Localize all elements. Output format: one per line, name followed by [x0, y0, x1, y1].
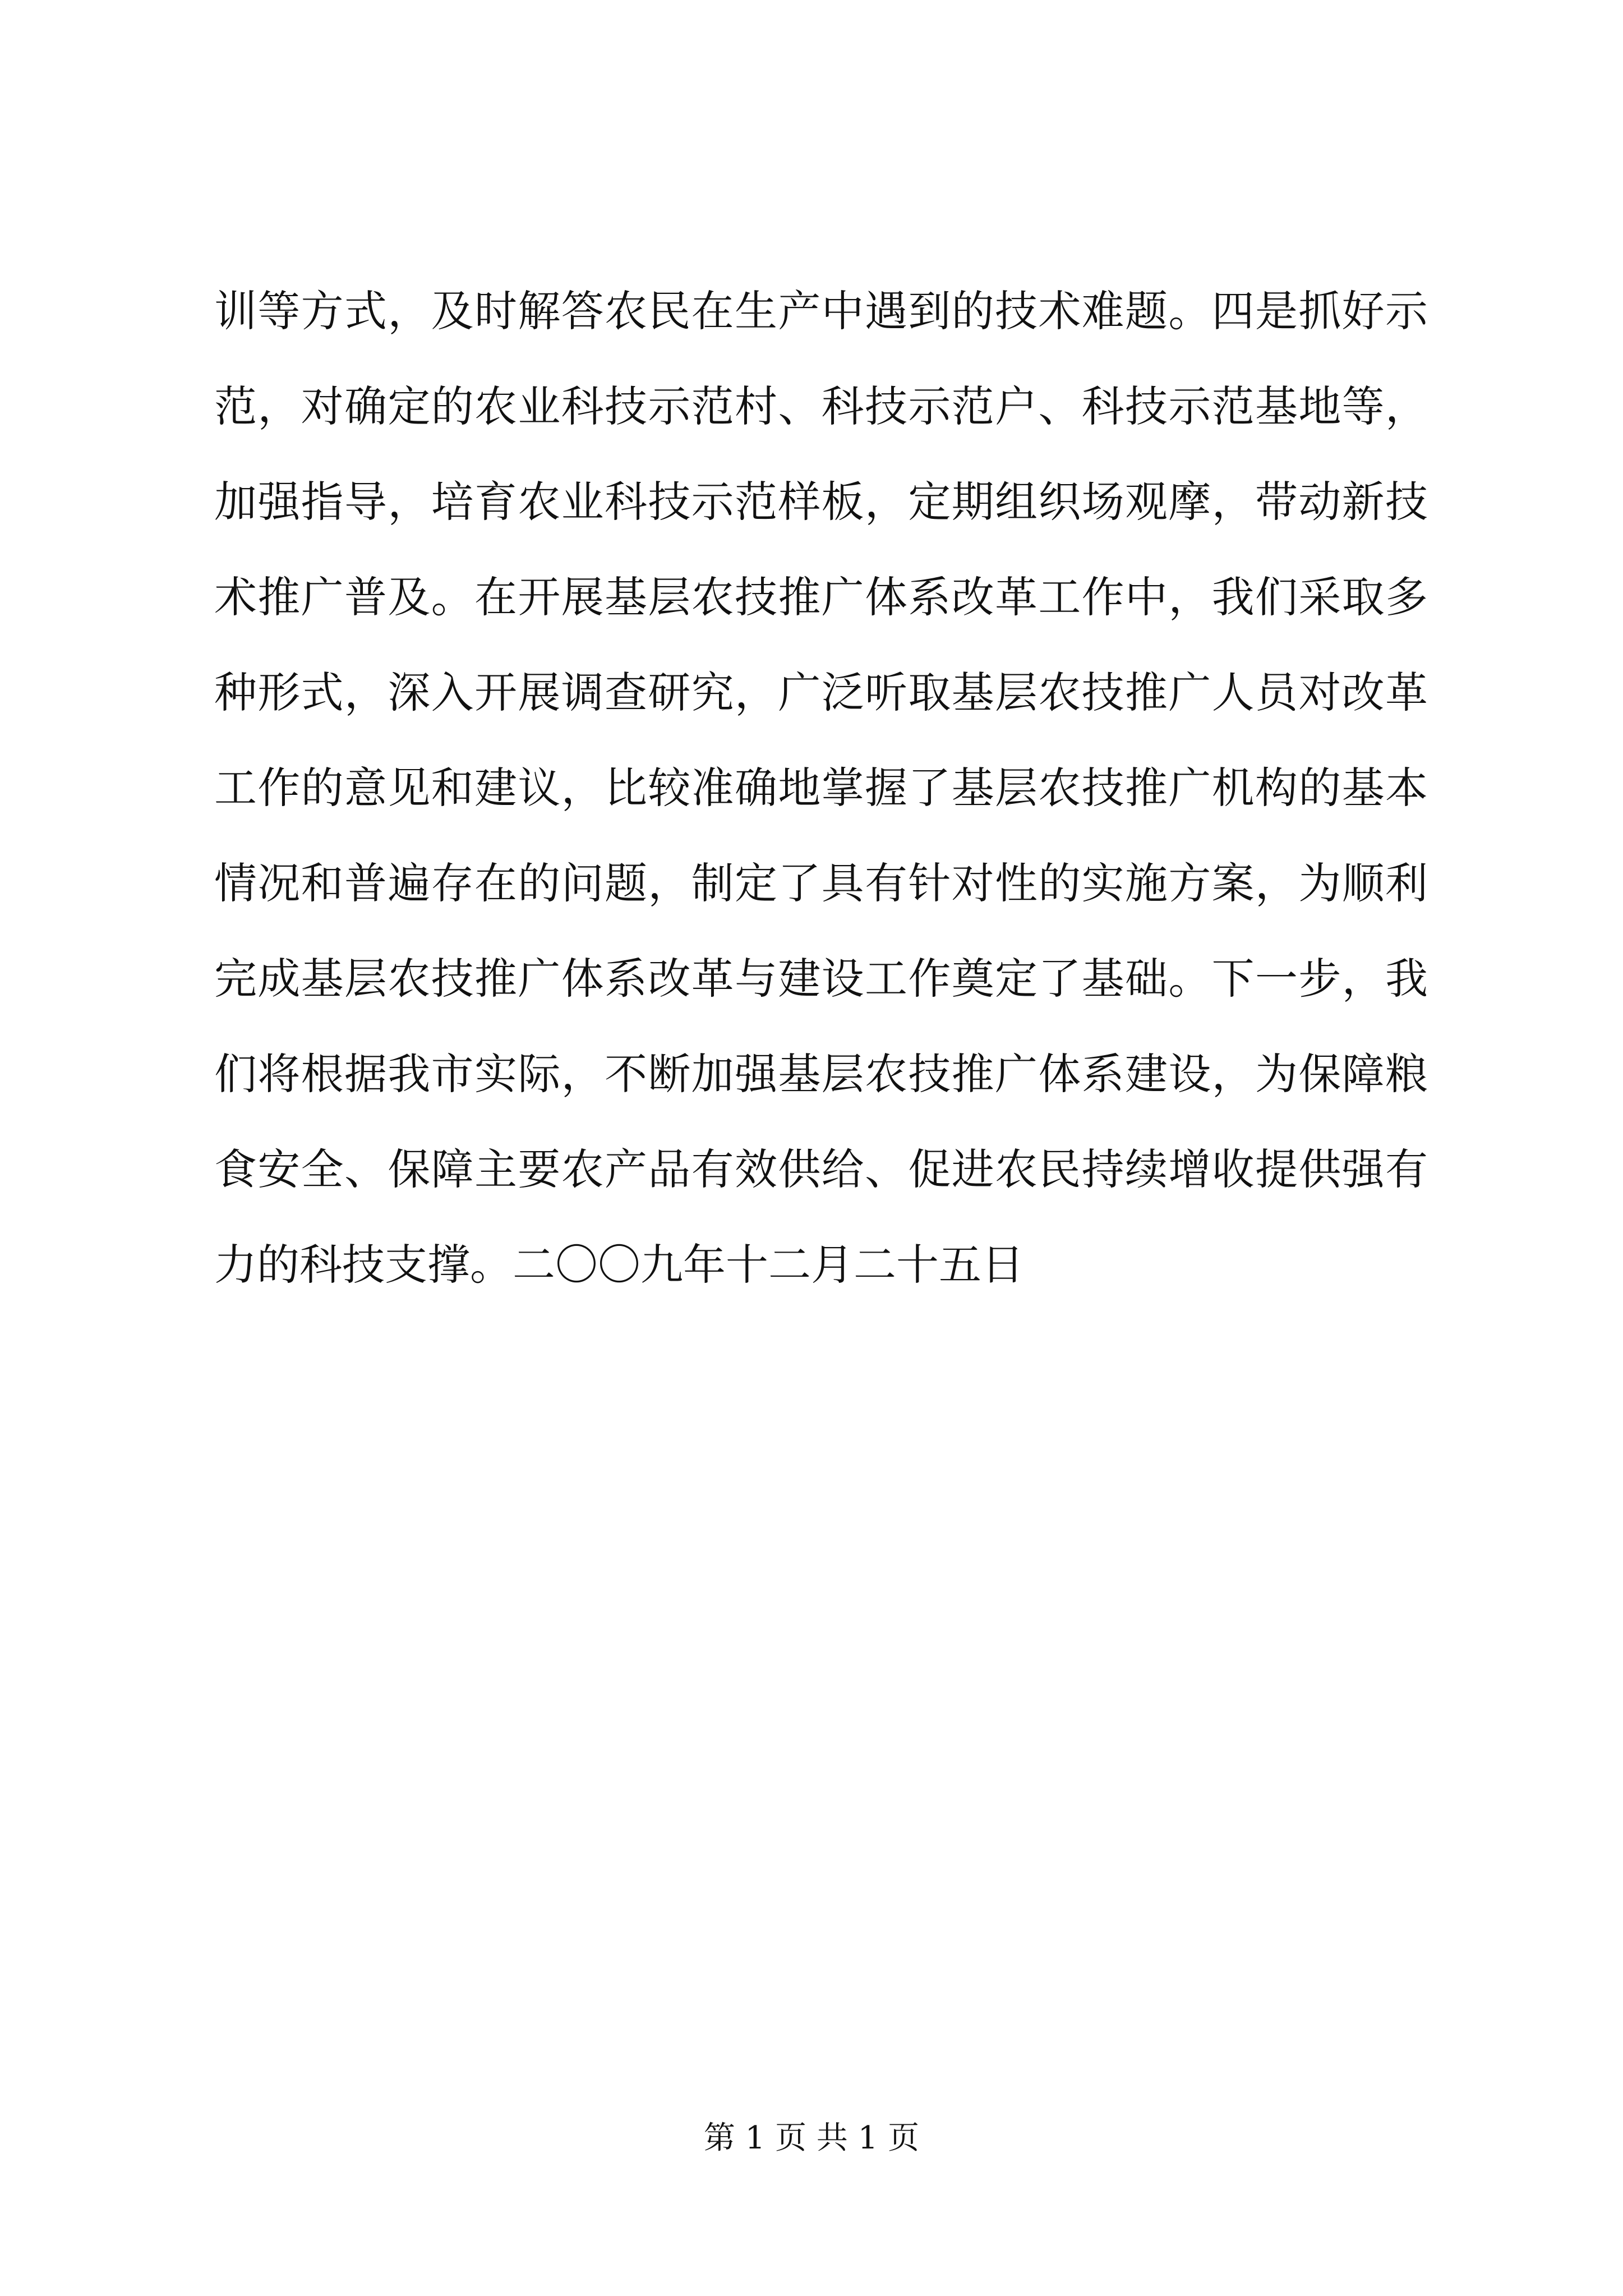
text-line: 们将根据我市实际，不断加强基层农技推广体系建设，为保障粮 [214, 1049, 1428, 1099]
page-indicator: 第 1 页 共 1 页 [703, 2120, 920, 2156]
text-line: 工作的意见和建议，比较准确地掌握了基层农技推广机构的基本 [214, 763, 1428, 813]
text-line: 食安全、保障主要农产品有效供给、促进农民持续增收提供强有 [214, 1144, 1428, 1194]
text-line: 加强指导，培育农业科技示范样板，定期组织场观摩，带动新技 [214, 477, 1428, 527]
text-line-with-date: 力的科技支撑。二〇〇九年十二月二十五日 [214, 1240, 1024, 1290]
text-line: 情况和普遍存在的问题，制定了具有针对性的实施方案，为顺利 [214, 858, 1428, 908]
body-paragraph [214, 264, 1428, 1313]
text-line: 范，对确定的农业科技示范村、科技示范户、科技示范基地等， [214, 381, 1428, 431]
text-line: 完成基层农技推广体系改革与建设工作奠定了基础。下一步，我 [214, 954, 1428, 1004]
page-footer [0, 2116, 1623, 2161]
text-line: 种形式，深入开展调查研究，广泛听取基层农技推广人员对改革 [214, 668, 1428, 717]
text-line: 术推广普及。在开展基层农技推广体系改革工作中，我们采取多 [214, 572, 1428, 622]
text-line: 训等方式，及时解答农民在生产中遇到的技术难题。四是抓好示 [214, 286, 1428, 336]
